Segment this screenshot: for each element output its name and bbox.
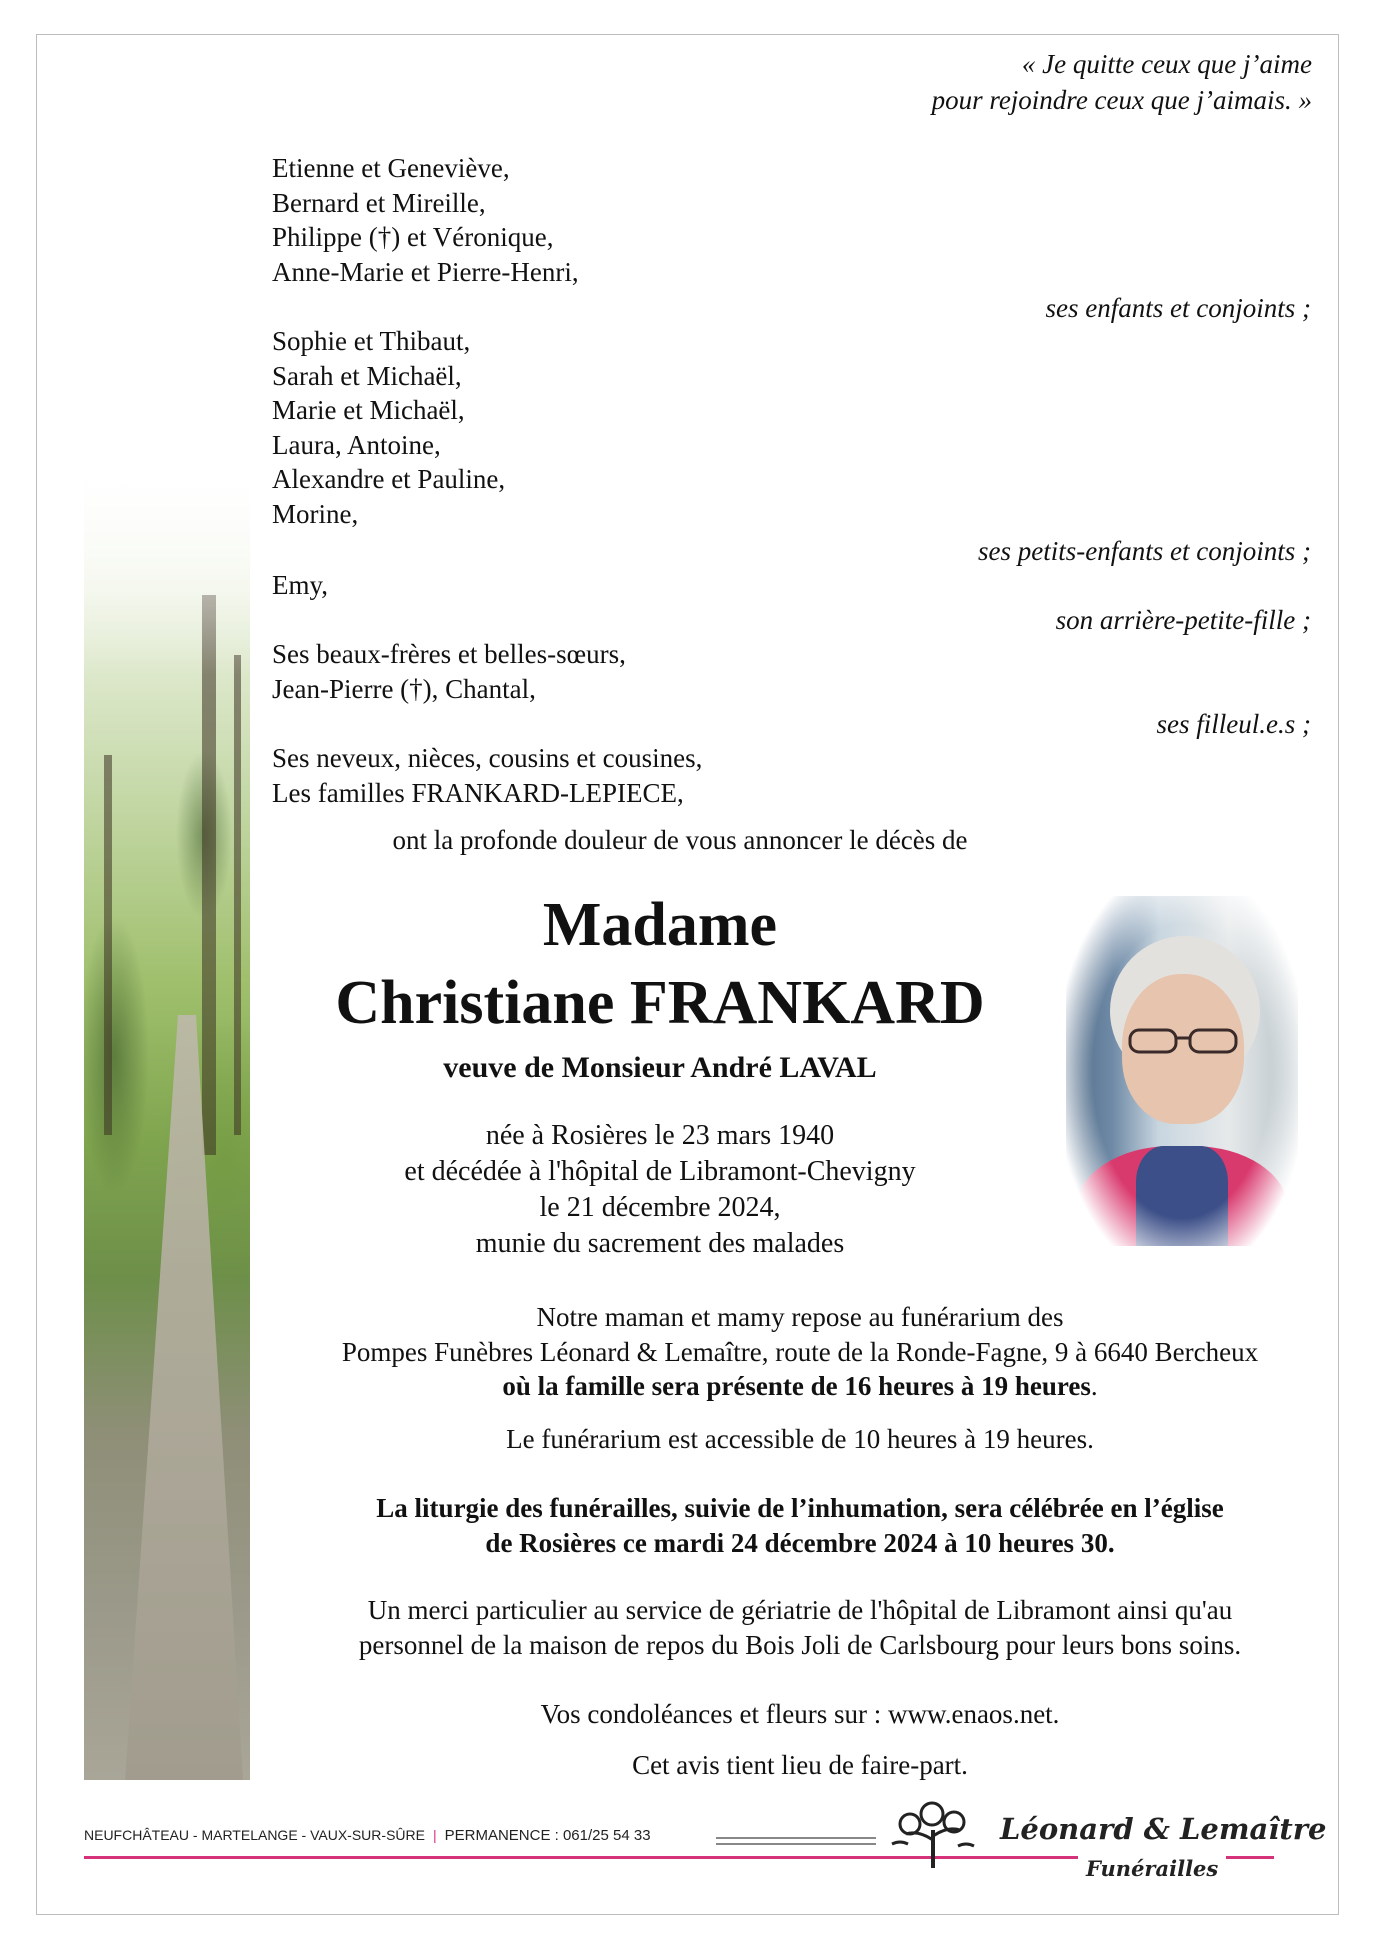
relation-label: ses petits-enfants et conjoints ;	[978, 536, 1311, 566]
footer-contact	[84, 1827, 651, 1844]
notice-text: Cet avis tient lieu de faire-part.	[632, 1750, 968, 1780]
liturgy-line: de Rosières ce mardi 24 décembre 2024 à 10 heures 30.	[485, 1527, 1115, 1558]
list-item: Laura, Antoine,	[272, 429, 441, 460]
list-item: Alexandre et Pauline,	[272, 464, 506, 494]
widow-of: veuve de Monsieur André LAVAL	[443, 1051, 877, 1084]
list-item: Les familles FRANKARD-LEPIECE,	[272, 777, 684, 808]
tree-logo-icon	[888, 1800, 978, 1870]
footer-locations: NEUFCHÂTEAU - MARTELANGE - VAUX-SUR-SÛRE	[84, 1827, 425, 1843]
epigraph-line: pour rejoindre ceux que j’aimais. »	[931, 85, 1312, 115]
list-item: Etienne et Geneviève,	[272, 153, 510, 183]
list-item: Ses beaux-frères et belles-sœurs,	[272, 639, 626, 669]
company-name: Léonard & Lemaître	[1000, 1812, 1327, 1846]
visitation-line: Notre maman et mamy repose au funérarium des	[536, 1302, 1064, 1332]
death-line: et décédée à l'hôpital de Libramont-Chevigny	[404, 1156, 916, 1187]
visitation-line	[250, 1369, 1350, 1404]
relation-label: ses filleul.e.s ;	[1156, 709, 1311, 739]
thanks-note	[250, 1593, 1350, 1662]
death-date-line: le 21 décembre 2024,	[539, 1192, 781, 1223]
list-item: Sophie et Thibaut,	[272, 326, 471, 356]
logo-decoration-lines	[716, 1837, 876, 1849]
children-list	[272, 151, 579, 289]
relatives-list	[272, 741, 702, 810]
list-item: Emy,	[272, 570, 328, 600]
thanks-line: personnel de la maison de repos du Bois Joli de Carlsbourg pour leurs bons soins.	[358, 1629, 1242, 1660]
condolences-link[interactable]: Vos condoléances et fleurs sur : www.enaos.net.	[540, 1699, 1060, 1729]
deceased-title: Madame	[542, 891, 778, 959]
list-item: Philippe (†) et Véronique,	[272, 222, 554, 252]
thanks-line: Un merci particulier au service de gériatrie de l'hôpital de Libramont ainsi qu'au	[367, 1595, 1233, 1625]
birth-line: née à Rosières le 23 mars 1940	[485, 1120, 835, 1151]
funerarium-access: Le funérarium est accessible de 10 heures à 19 heures.	[506, 1424, 1094, 1454]
life-dates	[280, 1118, 1040, 1262]
footer-separator: |	[432, 1827, 437, 1843]
list-item: Jean-Pierre (†), Chantal,	[272, 673, 536, 704]
footer-permanence: PERMANENCE : 061/25 54 33	[444, 1827, 651, 1844]
portrait-photo	[1066, 896, 1298, 1246]
forest-path-image	[84, 455, 250, 1780]
in-laws-list	[272, 637, 626, 706]
grandchildren-list	[272, 324, 505, 531]
relation-label: ses enfants et conjoints ;	[1045, 293, 1311, 323]
relation-label: son arrière-petite-fille ;	[1055, 605, 1311, 635]
list-item: Bernard et Mireille,	[272, 187, 486, 218]
list-item: Marie et Michaël,	[272, 395, 465, 425]
sacrament-line: munie du sacrement des malades	[475, 1228, 845, 1259]
company-subtitle: Funérailles	[1078, 1856, 1226, 1881]
list-item: Morine,	[272, 498, 359, 529]
list-item: Ses neveux, nièces, cousins et cousines,	[272, 743, 703, 773]
liturgy-line: La liturgie des funérailles, suivie de l’inhumation, sera célébrée en l’église	[376, 1493, 1224, 1523]
visitation-period: .	[1090, 1371, 1098, 1401]
visitation-info	[250, 1300, 1350, 1404]
announcement: ont la profonde douleur de vous annoncer le décès de	[392, 825, 968, 855]
list-item: Anne-Marie et Pierre-Henri,	[272, 256, 579, 287]
visitation-line: Pompes Funèbres Léonard & Lemaître, route de la Ronde-Fagne, 9 à 6640 Bercheux	[341, 1336, 1259, 1367]
epigraph-line: « Je quitte ceux que j’aime	[1021, 49, 1312, 79]
list-item: Sarah et Michaël,	[272, 360, 462, 391]
epigraph	[932, 46, 1312, 118]
deceased-name: Christiane FRANKARD	[335, 969, 985, 1037]
glasses-icon	[1126, 1026, 1240, 1056]
visitation-hours: où la famille sera présente de 16 heures à 19 heures	[502, 1371, 1091, 1401]
great-grandchild-list	[272, 568, 328, 603]
liturgy-info	[250, 1491, 1350, 1560]
